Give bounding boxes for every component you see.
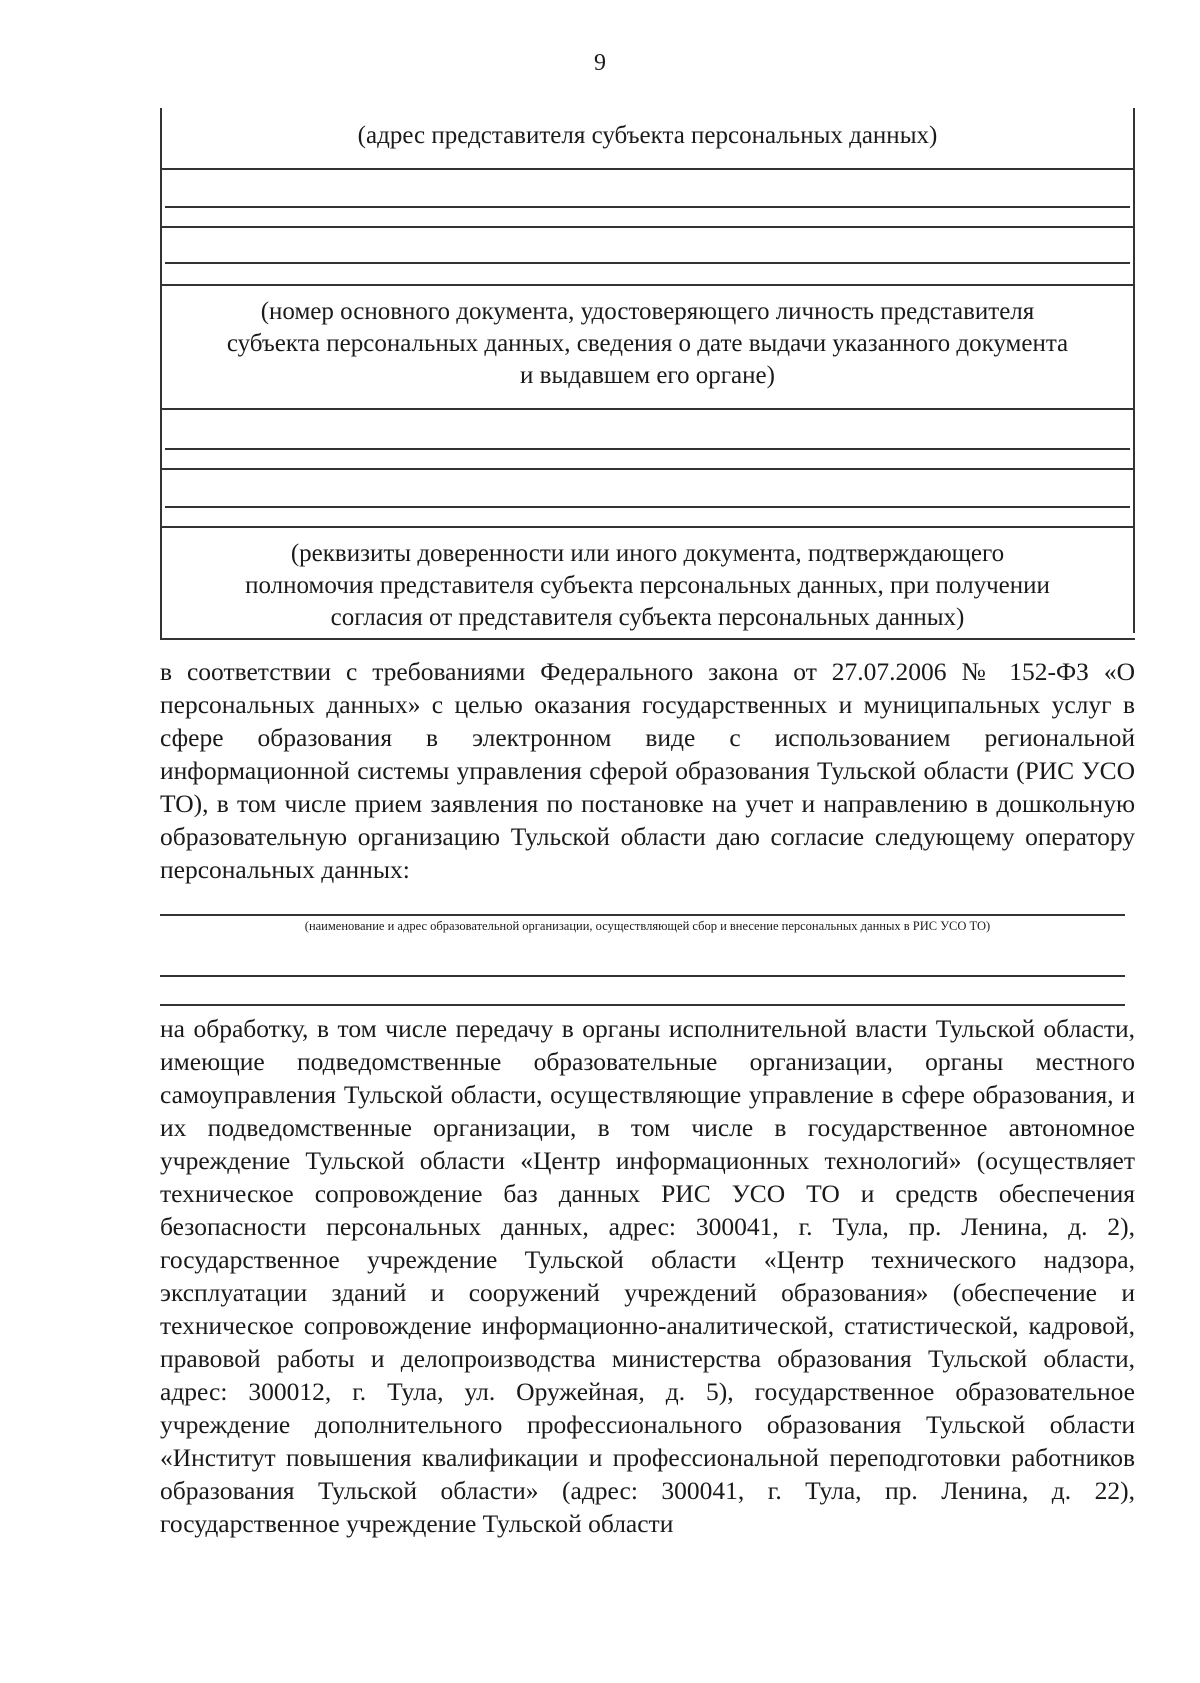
operator-name-field[interactable] [160, 914, 1125, 916]
power-of-attorney-caption-line3: согласия от представителя субъекта персональных данных) [330, 604, 965, 631]
identity-document-caption-line3: и выдавшем его органе) [520, 362, 775, 389]
blank-fill-line[interactable] [165, 206, 1130, 208]
processing-paragraph: на обработку, в том числе передачу в органы исполнительной власти Тульской области, имеющие подведомственные образовательные организации, органы местного самоуправления Тульской области, осуществляющие управление в сфере образования, и их подведомственные организации, в том числе в государственное автономное учреждение Тульской области «Центр информационных технологий» (осуществляет техническое сопровождение баз данных РИС УСО ТО и средств обеспечения безопасности персональных данных, адрес: 300041, г. Тула, пр. Ленина, д. 2), государственное учреждение Тульской области «Центр технического надзора, эксплуатации зданий и сооружений учреждений образования» (обеспечение и техническое сопровождение информационно-аналитической, статистической, кадровой, правовой работы и делопроизводства министерства образования Тульской области, адрес: 300012, г. Тула, ул. Оружейная, д. 5), государственное образовательное учреждение дополнительного профессионального образования Тульской области «Институт повышения квалификации и профессиональной переподготовки работников образования Тульской области» (адрес: 300041, г. Тула, пр. Ленина, д. 22), государственное учреждение Тульской области [160, 1014, 1135, 1538]
page-number: 9 [594, 50, 606, 76]
form-rule-line [160, 284, 1135, 286]
power-of-attorney-caption-line1: (реквизиты доверенности или иного документа, подтверждающего [290, 540, 1005, 567]
identity-document-caption-line1: (номер основного документа, удостоверяющего личность представителя [260, 298, 1035, 325]
power-of-attorney-caption-line2: полномочия представителя субъекта персональных данных, при получении [245, 572, 1050, 599]
form-rule-line [160, 638, 1135, 640]
form-rule-line [160, 408, 1135, 410]
identity-document-caption-line2: субъекта персональных данных, сведения о дате выдачи указанного документа [226, 330, 1069, 357]
form-rule-line [160, 226, 1135, 228]
operator-address-field[interactable] [160, 975, 1125, 977]
form-rule-line [160, 168, 1135, 170]
form-rule-line [160, 468, 1135, 470]
blank-fill-line[interactable] [165, 262, 1130, 264]
operator-field-caption: (наименование и адрес образовательной организации, осуществляющей сбор и внесение персональных данных в РИС УСО ТО) [304, 919, 991, 933]
representative-form-box [160, 108, 1135, 643]
operator-extra-field[interactable] [160, 1004, 1125, 1006]
representative-address-caption: (адрес представителя субъекта персональных данных) [357, 122, 938, 149]
form-rule-line [160, 526, 1135, 528]
consent-paragraph: в соответствии с требованиями Федерального закона от 27.07.2006 № 152-ФЗ «О персональных данных» с целью оказания государственных и муниципальных услуг в сфере образования в электронном виде с использованием региональной информационной системы управления сферой образования Тульской области (РИС УСО ТО), в том числе прием заявления по постановке на учет и направлению в дошкольную образовательную организацию Тульской области даю согласие следующему оператору персональных данных: [160, 657, 1135, 884]
blank-fill-line[interactable] [165, 448, 1130, 450]
blank-fill-line[interactable] [165, 506, 1130, 508]
